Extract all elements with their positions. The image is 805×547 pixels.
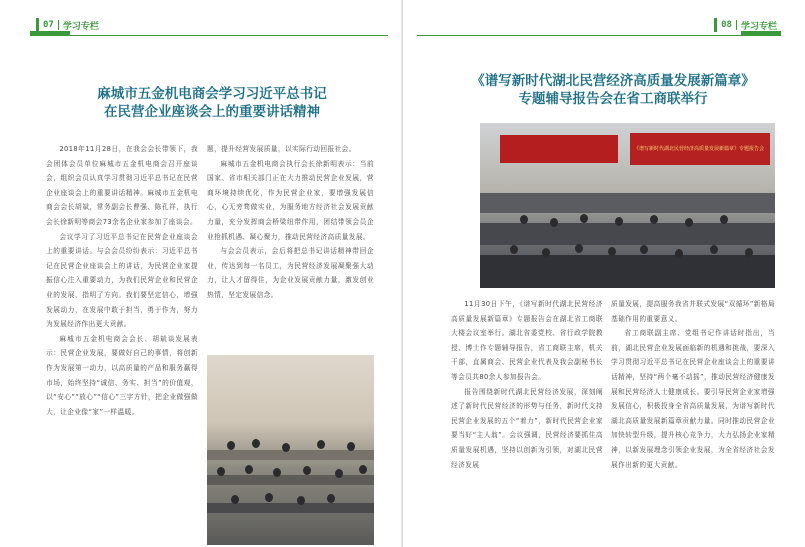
title-line-1: 麻城市五金机电商会学习习近平总书记 bbox=[97, 86, 327, 102]
article-column-1 bbox=[451, 297, 603, 542]
left-page bbox=[0, 0, 402, 547]
title-line-2: 专题辅导报告会在省工商联举行 bbox=[518, 91, 708, 108]
banner bbox=[630, 133, 770, 165]
paragraph: 质量发展，提高服务我省并联式发展“双循环”新格局基础作用的重要意义。 bbox=[611, 300, 775, 323]
page-number: 07 bbox=[43, 20, 54, 30]
paragraph: 与会会员表示，会后将把总书记讲话精神带回企业，传达到每一名员工，为民营经济发展凝聚强大动力，让人才留得住，为企业发展贡献力量，激发创业热情，坚定发展信念。 bbox=[207, 247, 374, 299]
header-bar-mark bbox=[714, 18, 717, 32]
paragraph: 报告围绕新时代湖北民营经济发展，深刻阐述了新时代民营经济的形势与任务，新时代支持民营企业发展的五个“着力”，新时代民营企业家要当好“主人翁”。会议强调，民营经济要抓住高质量发展机遇，坚持以创新为引领，对湖北民营经济发展 bbox=[451, 387, 603, 469]
column-name: 学习专栏 bbox=[62, 21, 99, 32]
paragraph: 题，提升经营发展质量，以实际行动回报社会。 bbox=[207, 145, 356, 153]
paragraph: 麻城市五金机电商会会长、胡斌谈发展表示：民营企业发展，要做好自己的事情，将创新作为发展第一动力，以高质量的产品和服务赢得市场，始终坚持“诚信、务实、担当”的价值观，以“安心”“放心”“信心”三字方针，把企业做强做大，让企业像“家”一样温暖。 bbox=[46, 334, 198, 416]
paragraph: 省工商联副主席、党组书记作讲话时指出，当前，湖北民营企业发展面临新的机遇和挑战，要深入学习贯彻习近平总书记在民营企业座谈会上的重要讲话精神，坚持“两个毫不动摇”，推动民营经济健康发展和民营经济人士健康成长。要引导民营企业家增强发展信心，积极投身全省高质量发展，为谱写新时代湖北高质量发展新篇章贡献力量。同时推动民营企业加快转型升级，提升核心竞争力，大力弘扬企业家精神，以新发展理念引领企业发展，为全省经济社会发展作出新的更大贡献。 bbox=[611, 329, 775, 469]
header-divider bbox=[736, 20, 737, 30]
paragraph: 会议学习了习近平总书记在民营企业座谈会上的重要讲话。与会会员纷纷表示：习近平总书记在民营企业座谈会上的讲话，为民营企业家提振信心注入重要动力，为我们民营企业和民营企业的发展，指明了方向。我们要坚定信心，增强发展动力，在发展中敢于担当，勇于作为，努力为发展经济作出更大贡献。 bbox=[46, 232, 198, 329]
header-divider bbox=[58, 20, 59, 30]
title-line-1: 《谱写新时代湖北民营经济高质量发展新篇章》 bbox=[471, 73, 755, 89]
meeting-photo bbox=[207, 355, 374, 545]
projection-screen bbox=[500, 135, 618, 163]
header-rule bbox=[417, 35, 781, 36]
page-number: 08 bbox=[721, 20, 732, 30]
paragraph: 11月30日下午，《谱写新时代湖北民营经济高质量发展新篇章》专题报告会在湖北省工商联大楼会议室举行。湖北省委党校、省行政学院教授、博士作专题辅导报告，省工商联主席，机关干部，直属商会、民营企业代表及我会副秘书长等会员共80余人参加报告会。 bbox=[451, 300, 603, 381]
banner-text: 《谱写新时代湖北民营经济高质量发展新篇章》专题报告会 bbox=[634, 146, 765, 152]
article-title bbox=[62, 85, 362, 121]
lecture-photo bbox=[480, 123, 775, 288]
header-bar-mark bbox=[36, 18, 39, 32]
paragraph: 麻城市五金机电商会执行会长徐新明表示：当前国家、省市相关部门正在大力推动民营企业发展，营商环境持续优化，作为民营企业家，要增强发展信心，心无旁骛做实业，为服务地方经济社会发展贡献力量，充分发挥商会桥梁纽带作用，团结带领会员企业抢抓机遇、凝心聚力，推动民营经济高质量发展。 bbox=[207, 159, 374, 241]
paragraph: 2018年11月28日，在我会会长带领下，我会团体会员单位麻城市五金机电商会召开座谈会，组织会员认真学习贯彻习近平总书记在民营企业座谈会上的重要讲话精神。麻城市五金机电商会会长胡斌，常务副会长曹强、陈孔祥，执行会长徐新明等商会73余名企业家参加了座谈会。 bbox=[46, 145, 198, 226]
article-column-1 bbox=[46, 142, 198, 542]
title-line-2: 在民营企业座谈会上的重要讲话精神 bbox=[104, 104, 320, 121]
column-name: 学习专栏 bbox=[740, 21, 777, 32]
header-rule bbox=[30, 35, 388, 36]
article-column-2 bbox=[207, 142, 374, 347]
article-title bbox=[443, 72, 783, 108]
article-column-2 bbox=[611, 297, 775, 542]
right-page bbox=[403, 0, 805, 547]
